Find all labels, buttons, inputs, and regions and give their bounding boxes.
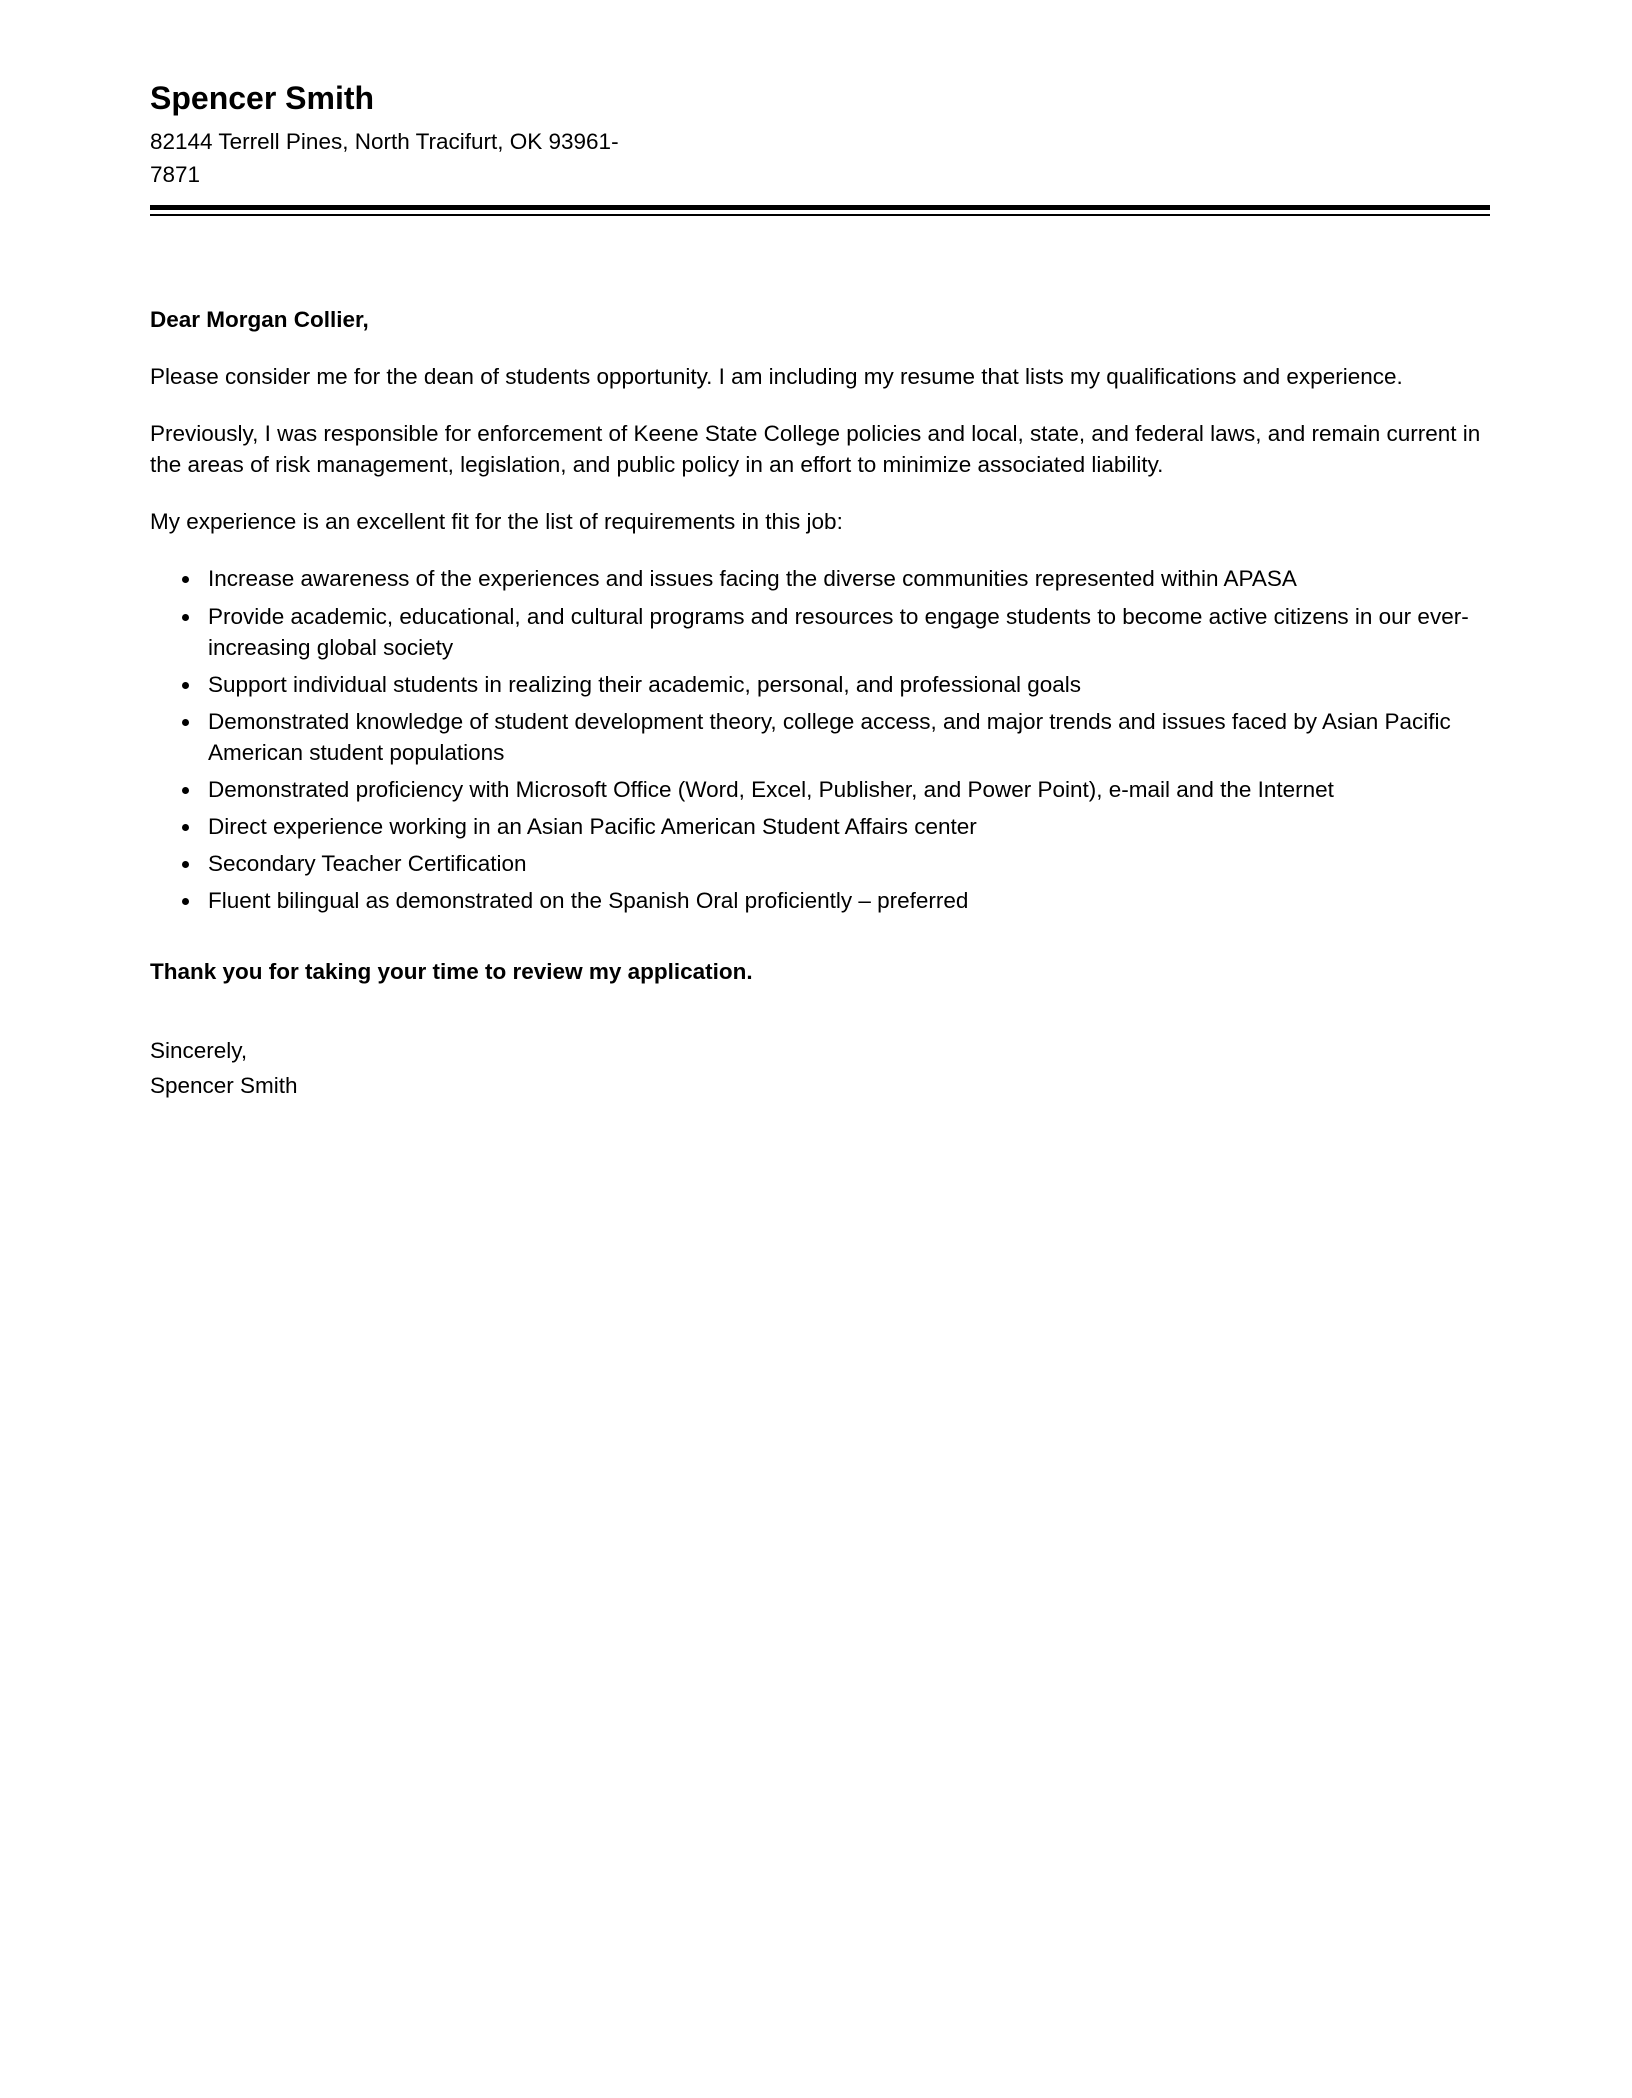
list-item: • Demonstrated proficiency with Microsoft Office (Word, Excel, Publisher, and Power Point), e-mail and the Internet: [202, 774, 1490, 805]
list-item: • Secondary Teacher Certification: [202, 848, 1490, 879]
salutation: Dear Morgan Collier,: [150, 307, 369, 333]
sender-name: Spencer Smith: [150, 80, 375, 116]
paragraph-experience: Previously, I was responsible for enforcement of Keene State College policies and local, state, and federal laws, and remain current in the areas of risk management, legislation, and public policy in an effort to minimize associated liability.: [150, 421, 1481, 478]
header-divider: [150, 205, 1490, 216]
list-item: • Support individual students in realizing their academic, personal, and professional goals: [202, 669, 1490, 700]
sender-address-line2: 7871: [150, 161, 201, 187]
list-item: • Provide academic, educational, and cultural programs and resources to engage students to become active citizens in our ever-increasing global society: [202, 601, 1490, 663]
list-item: • Increase awareness of the experiences and issues facing the diverse communities represented within APASA: [202, 563, 1490, 594]
signature-name: Spencer Smith: [150, 1073, 298, 1099]
signoff: Sincerely,: [150, 1038, 248, 1063]
list-item: • Demonstrated knowledge of student development theory, college access, and major trends and issues faced by Asian Pacific American student populations: [202, 706, 1490, 768]
paragraph-intro: Please consider me for the dean of students opportunity. I am including my resume that lists my qualifications and experience.: [150, 364, 1403, 390]
closing-thanks: Thank you for taking your time to review my application.: [150, 958, 753, 984]
sender-address-line1: 82144 Terrell Pines, North Tracifurt, OK 93961-: [150, 129, 619, 154]
paragraph-fit: My experience is an excellent fit for the list of requirements in this job:: [150, 509, 843, 535]
list-item: • Direct experience working in an Asian Pacific American Student Affairs center: [202, 811, 1490, 842]
requirements-list: [150, 563, 1490, 915]
list-item: • Fluent bilingual as demonstrated on the Spanish Oral proficiently – preferred: [202, 885, 1490, 916]
